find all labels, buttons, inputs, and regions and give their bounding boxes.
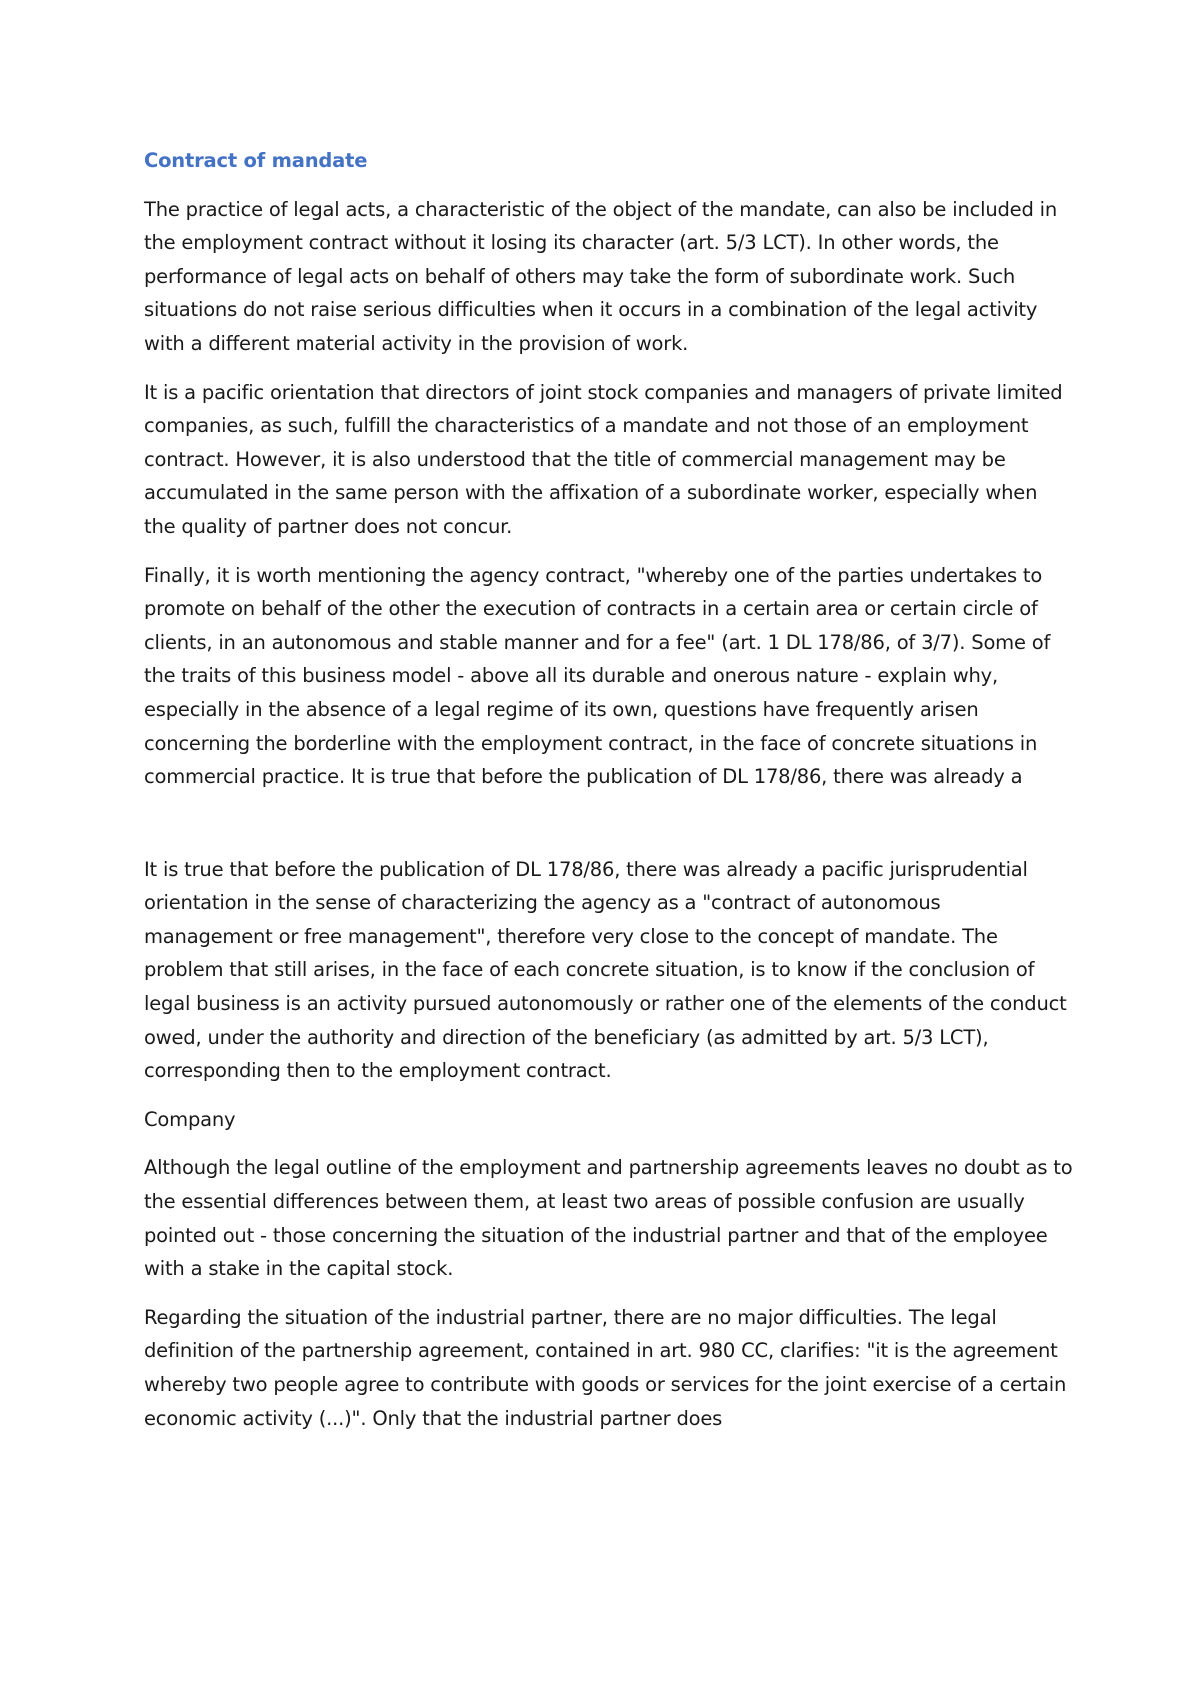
paragraph: Regarding the situation of the industrial partner, there are no major difficulties. The legal definition of the partnership agreement, contained in art. 980 CC, clarifies: "it is the agreement whereby two people agree to contribute with goods or services for the joint exercise of a certain economic activity (...)". Only that the industrial partner does: [144, 1305, 1067, 1430]
paragraph: Finally, it is worth mentioning the agency contract, "whereby one of the parties undertakes to promote on behalf of the other the execution of contracts in a certain area or certain circle of clients, in an autonomous and stable manner and for a fee" (art. 1 DL 178/86, of 3/7). Some of the traits of this business model - above all its durable and onerous nature - explain why, especially in the absence of a legal regime of its own, questions have frequently arisen concerning the borderline with the employment contract, in the face of concrete situations in commercial practice. It is true that before the publication of DL 178/86, there was already a: [144, 563, 1051, 789]
section-heading: Contract of mandate: [144, 149, 368, 172]
paragraph: It is a pacific orientation that directors of joint stock companies and managers of private limited companies, as such, fulfill the characteristics of a mandate and not those of an employment contract. However, it is also understood that the title of commercial management may be accumulated in the same person with the affixation of a subordinate worker, especially when the quality of partner does not concur.: [144, 380, 1063, 538]
paragraph: The practice of legal acts, a characteristic of the object of the mandate, can also be included in the employment contract without it losing its character (art. 5/3 LCT). In other words, the performance of legal acts on behalf of others may take the form of subordinate work. Such situations do not raise serious difficulties when it occurs in a combination of the legal activity with a different material activity in the provision of work.: [144, 197, 1058, 355]
subheading-company: Company: [144, 1107, 236, 1131]
document-body: [144, 144, 1074, 1450]
paragraph: It is true that before the publication of DL 178/86, there was already a pacific jurisprudential orientation in the sense of characterizing the agency as a "contract of autonomous management or free management", therefore very close to the concept of mandate. The problem that still arises, in the face of each concrete situation, is to know if the conclusion of legal business is an activity pursued autonomously or rather one of the elements of the conduct owed, under the authority and direction of the beneficiary (as admitted by art. 5/3 LCT), corresponding then to the employment contract.: [144, 857, 1067, 1083]
paragraph-gap: [144, 809, 1074, 853]
paragraph: Although the legal outline of the employment and partnership agreements leaves no doubt as to the essential differences between them, at least two areas of possible confusion are usually pointed out - those concerning the situation of the industrial partner and that of the employee with a stake in the capital stock.: [144, 1156, 1073, 1281]
